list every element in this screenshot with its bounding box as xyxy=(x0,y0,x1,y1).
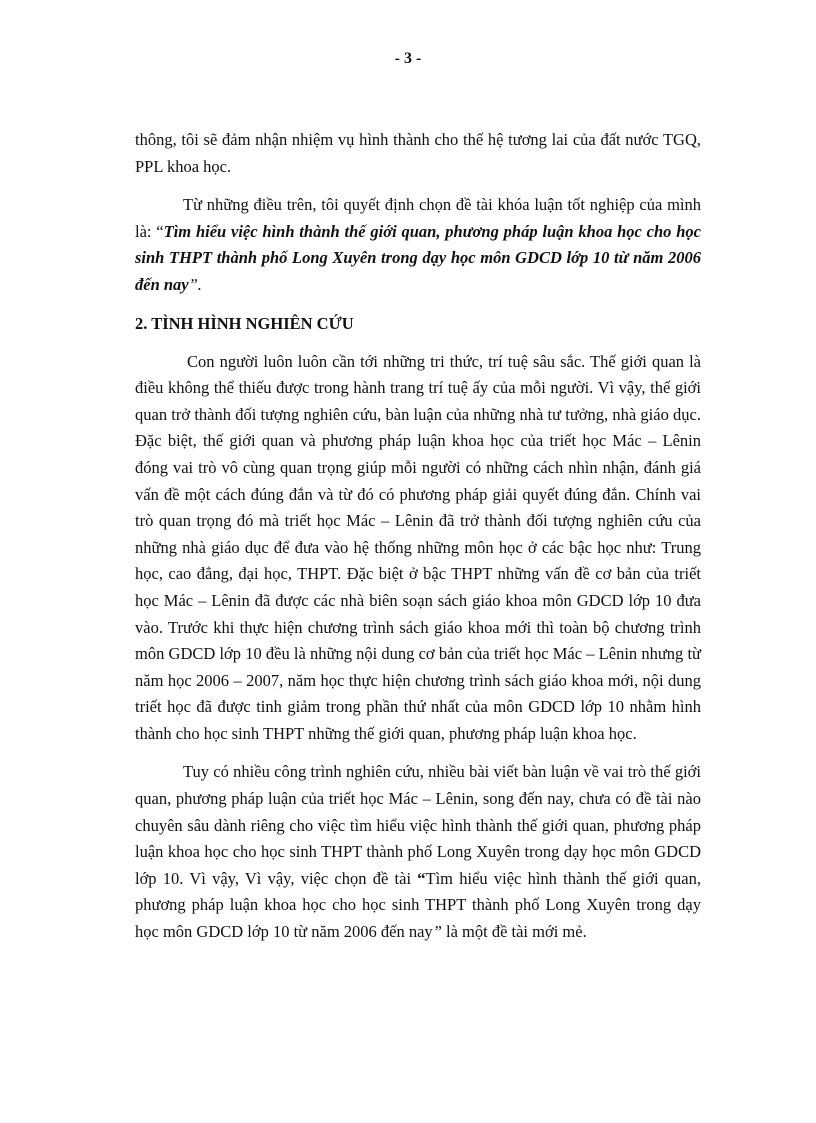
thesis-topic-title: Tìm hiểu việc hình thành thế giới quan, phương pháp luận khoa học cho học sinh THPT thành phố Long Xuyên trong dạy học môn GDCD lớp 10 từ năm 2006 đến nay xyxy=(135,221,701,294)
novelty-lead: Tuy có nhiều công trình nghiên cứu, nhiều bài viết bàn luận về vai trò thế giới quan, phương pháp luận của triết học Mác – Lênin, song đến nay, chưa có đề tài nào chuyên sâu dành riêng cho việc tìm hiểu việc hình thành thế giới quan, phương pháp luận khoa học cho học sinh THPT thành phố Long Xuyên trong dạy học môn GDCD lớp 10. Vì vậy, Vì vậy, việc chọn đề tài xyxy=(135,762,701,888)
paragraph-thesis-topic xyxy=(135,192,701,298)
thesis-topic-lead: Từ những điều trên, tôi quyết định chọn đề tài khóa luận tốt nghiệp của mình là: “ xyxy=(135,195,701,241)
page-content xyxy=(135,127,701,958)
novelty-quote: Tìm hiểu việc hình thành thế giới quan, phương pháp luận khoa học cho học sinh THPT thành phố Long Xuyên trong dạy học môn GDCD lớp 10 từ năm 2006 đến nay xyxy=(135,868,701,942)
paragraph-continuation: thông, tôi sẽ đảm nhận nhiệm vụ hình thành cho thế hệ tương lai của đất nước TGQ, PPL khoa học. xyxy=(135,130,701,176)
novelty-quote-close: ” xyxy=(432,922,442,942)
novelty-quote-open: “ xyxy=(417,868,426,888)
novelty-tail: là một đề tài mới mẻ. xyxy=(441,922,587,942)
section-heading-research-status: 2. TÌNH HÌNH NGHIÊN CỨU xyxy=(135,313,354,333)
paragraph-novelty xyxy=(135,759,701,945)
thesis-topic-tail: ”. xyxy=(188,274,202,294)
page-number: - 3 - xyxy=(394,50,422,67)
paragraph-research-status: Con người luôn luôn cần tới những tri thức, trí tuệ sâu sắc. Thế giới quan là điều không thể thiếu được trong hành trang trí tuệ ấy của mỗi người. Vì vậy, thế giới quan trở thành đối tượng nghiên cứu, bàn luận của những nhà tư tưởng, nhà giáo dục. Đặc biệt, thế giới quan và phương pháp luận khoa học của triết học Mác – Lênin đóng vai trò vô cùng quan trọng giúp mỗi người có những cách nhìn nhận, đánh giá vấn đề một cách đúng đắn và từ đó có phương pháp giải quyết đúng đắn. Chính vai trò quan trọng đó mà triết học Mác – Lênin đã trở thành đối tượng nghiên cứu của những nhà giáo dục để đưa vào hệ thống những môn học ở các bậc học như: Trung học, cao đẳng, đại học, THPT. Đặc biệt ở bậc THPT những vấn đề cơ bản của triết học Mác – Lênin đã được các nhà biên soạn sách giáo khoa môn GDCD lớp 10 đưa vào. Trước khi thực hiện chương trình sách giáo khoa mới thì toàn bộ chương trình môn GDCD lớp 10 đều là những nội dung cơ bản của triết học Mác – Lênin nhưng từ năm học 2006 – 2007, năm học thực hiện chương trình sách giáo khoa mới, nội dung triết học đã được tinh giảm trong phần thứ nhất của môn GDCD lớp 10 nhằm hình thành cho học sinh THPT những thế giới quan, phương pháp luận khoa học. xyxy=(135,351,701,743)
